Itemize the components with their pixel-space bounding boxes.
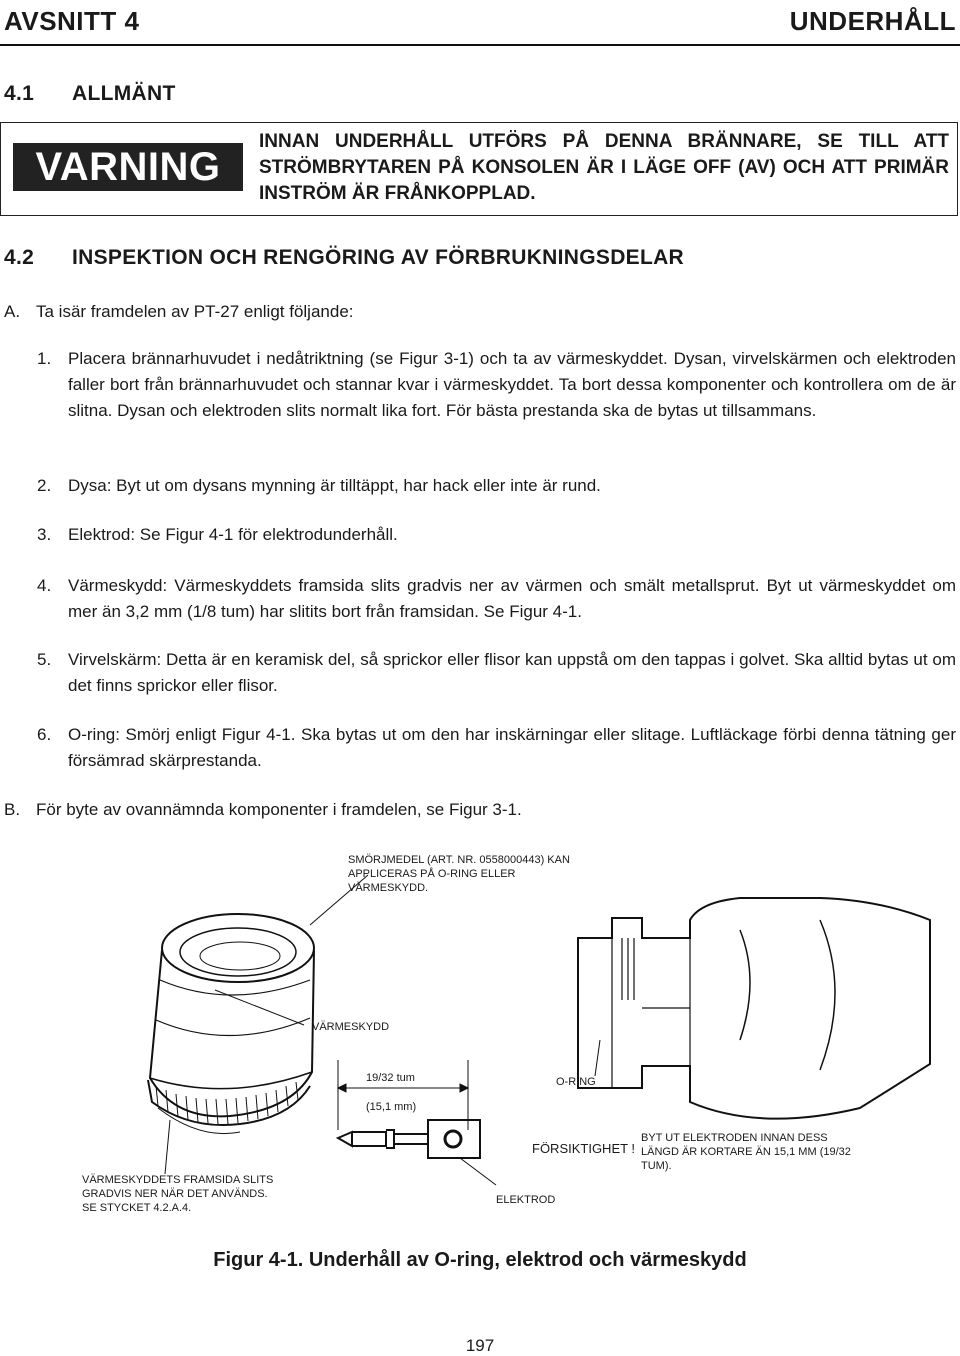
item-6-number: 6. (37, 725, 52, 744)
item-3-number: 3. (37, 525, 52, 544)
oring-label: O-RING (556, 1076, 596, 1088)
warning-label: VARNING (13, 143, 243, 191)
figure-caption: Figur 4-1. Underhåll av O-ring, elektrod och värmeskydd (213, 1249, 747, 1271)
electrode-leader (460, 1158, 496, 1185)
step-b-letter: B. (4, 800, 21, 819)
header-rule (0, 44, 960, 46)
electrode-label: ELEKTROD (496, 1194, 556, 1206)
section-header-left: AVSNITT 4 (4, 6, 140, 36)
electrode-illustration (338, 1120, 480, 1158)
item-2-number: 2. (37, 476, 52, 495)
item-4-number: 4. (37, 576, 52, 595)
warning-text: INNAN UNDERHÅLL UTFÖRS PÅ DENNA BRÄNNARE, SE TILL ATT STRÖMBRYTAREN PÅ KONSOLEN ÄR I LÄGE OFF (AV) OCH ATT PRIMÄR INSTRÖM ÄR FRÅNKOPPLAD. (259, 131, 949, 204)
section-4-1-title: ALLMÄNT (72, 82, 176, 105)
heat-shield-illustration (148, 914, 314, 1134)
item-2-text: Dysa: Byt ut om dysans mynning är tilltäppt, har hack eller inte är rund. (68, 476, 601, 495)
item-1-number: 1. (37, 349, 52, 368)
page-number: 197 (465, 1336, 495, 1355)
section-4-1-number: 4.1 (4, 82, 35, 105)
torch-head-illustration (578, 898, 930, 1119)
heat-shield-label: VÄRMESKYDD (312, 1021, 390, 1033)
section-4-2-title: INSPEKTION OCH RENGÖRING AV FÖRBRUKNINGSDELAR (72, 246, 685, 269)
item-5-number: 5. (37, 650, 52, 669)
front-wear-leader (165, 1120, 170, 1174)
heat-shield-leader (215, 990, 304, 1025)
front-wear-note: VÄRMESKYDDETS FRAMSIDA SLITS GRADVIS NER NÄR DET ANVÄNDS. SE STYCKET 4.2.A.4. (82, 1174, 274, 1214)
dimension-imperial: 19/32 tum (366, 1072, 415, 1084)
section-header-right: UNDERHÅLL (789, 6, 956, 36)
caution-label: FÖRSIKTIGHET ! (532, 1141, 636, 1156)
item-1-text: Placera brännarhuvudet i nedåtriktning (se Figur 3-1) och ta av värmeskyddet. Dysan, virvelskärmen och elektroden faller bort från brännarhuvudet och stannar kvar i värmeskyddet. Ta bort dessa komponenter och kontrollera om de är slitna. Dysan och elektroden slits normalt lika fort. För bästa prestanda ska de bytas ut tillsammans. (68, 349, 956, 420)
dimension-metric: (15,1 mm) (366, 1101, 417, 1113)
section-4-2-number: 4.2 (4, 246, 35, 269)
step-a-letter: A. (4, 302, 21, 321)
caution-text: BYT UT ELEKTRODEN INNAN DESS LÄNGD ÄR KORTARE ÄN 15,1 MM (19/32 TUM). (641, 1132, 851, 1172)
item-4-text: Värmeskydd: Värmeskyddets framsida slits gradvis ner av värmen och smält metallsprut. Byt ut värmeskyddet om mer än 3,2 mm (1/8 tum) har slitits bort från framsidan. Se Figur 4-1. (68, 576, 956, 621)
item-3-text: Elektrod: Se Figur 4-1 för elektrodunderhåll. (68, 525, 398, 544)
oring-leader (595, 1040, 600, 1076)
step-a-text: Ta isär framdelen av PT-27 enligt följande: (36, 302, 354, 321)
item-6-text: O-ring: Smörj enligt Figur 4-1. Ska bytas ut om den har inskärningar eller slitage. Luftläckage förbi denna tätning ger försämrad skärprestanda. (68, 725, 956, 770)
warning-box (0, 122, 958, 216)
lubricant-note: SMÖRJMEDEL (ART. NR. 0558000443) KAN APPLICERAS PÅ O-RING ELLER VÄRMESKYDD. (348, 854, 570, 894)
step-b-text: För byte av ovannämnda komponenter i framdelen, se Figur 3-1. (36, 800, 522, 819)
item-5-text: Virvelskärm: Detta är en keramisk del, så sprickor eller flisor kan uppstå om den tappas i golvet. Ska alltid bytas ut om det finns sprickor eller flisor. (68, 650, 956, 695)
